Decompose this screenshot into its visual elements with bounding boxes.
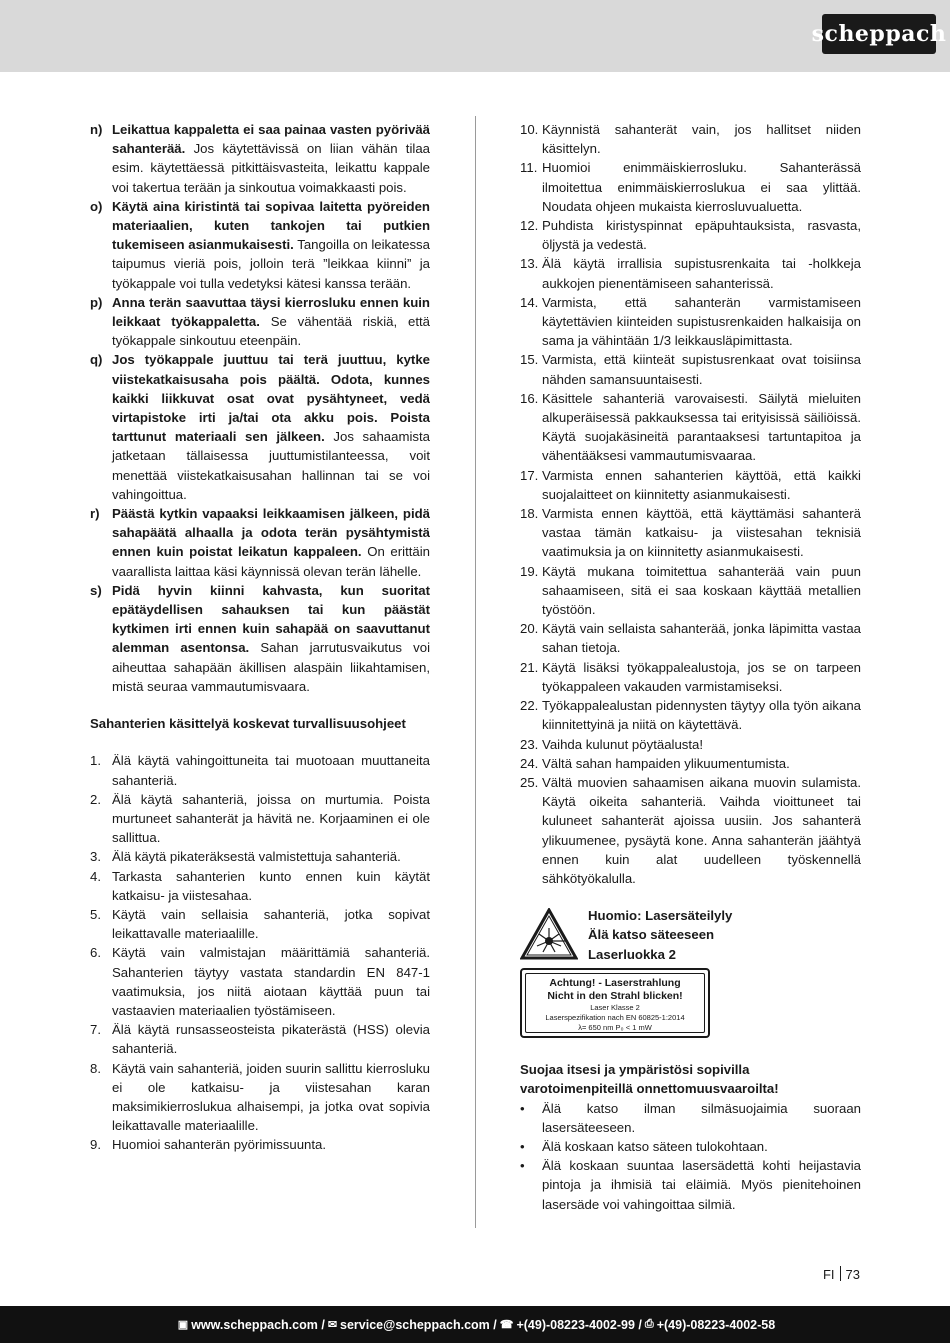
- item-text: Käytä vain valmistajan määrittämiä sahanteriä. Sahanterien täytyy vastata standardin EN 847-1 vaatimuksia, jos niitä aiotaan käyttää puun tai vastaavien materiaalien työstämiseen.: [112, 945, 430, 1018]
- item-number: 22.: [520, 698, 539, 714]
- item-label: s): [90, 582, 102, 598]
- list-item: [90, 943, 430, 1020]
- item-text: Käynnistä sahanterät vain, jos hallitset niiden käsittelyn.: [542, 122, 861, 157]
- page-lang: FI: [822, 1267, 835, 1282]
- list-item: [90, 847, 430, 866]
- item-label: p): [90, 294, 103, 310]
- list-item: [90, 905, 430, 943]
- item-text: Varmista, että kiinteät supistusrenkaat ovat toisiinsa nähden samansuuntaisesti.: [542, 352, 861, 387]
- list-item: [90, 1135, 430, 1154]
- list-item: [520, 735, 861, 754]
- item-label: r): [90, 506, 100, 522]
- item-text: Käytä vain sellaisia sahanteriä, jotka sopivat leikattavalle materiaalille.: [112, 906, 430, 942]
- item-number: 15.: [520, 352, 539, 368]
- item-number: 20.: [520, 621, 539, 637]
- list-item: [520, 504, 861, 562]
- item-number: 2.: [90, 791, 101, 807]
- item-text: [112, 120, 430, 197]
- page-number: [823, 1266, 860, 1282]
- list-item: [520, 562, 861, 620]
- laser-line-2: Älä katso säteeseen: [588, 927, 715, 943]
- list-item: [90, 867, 430, 905]
- section-heading: Sahanterien käsittelyä koskevat turvallisuusohjeet: [90, 716, 406, 732]
- list-item: [520, 293, 861, 351]
- laser-caption: [588, 906, 732, 964]
- laser-line-3: Laserluokka 2: [588, 946, 676, 962]
- footer-phone: +(49)-08223-4002-99 /: [516, 1317, 642, 1332]
- laser-label-plate: [520, 968, 710, 1038]
- item-text: Huomioi enimmäiskierrosluku. Sahanterässä ilmoitettua enimmäiskierroslukua ei saa ylittää. Noudata ohjeen mukaista kierrosluvualuetta.: [542, 160, 861, 214]
- laser-plate-line-3: Laser Klasse 2: [590, 1003, 640, 1013]
- list-item: [520, 389, 861, 466]
- item-label: q): [90, 352, 103, 368]
- right-column: [520, 120, 861, 1214]
- item-body-text: Sahan jarrutusvaikutus voi aiheuttaa sahapään äkillisen alaspäin liikahtamisen, mistä seuraa vammautumisvaara.: [112, 640, 430, 694]
- bullet-dot-icon: •: [520, 1138, 525, 1154]
- item-bold-text: Käytä aina kiristintä tai sopivaa laitetta pyöreiden materiaalien, kuten tankojen tai putkien tukemiseen asianmukaisesti.: [112, 198, 430, 253]
- item-bold-text: Anna terän saavuttaa täysi kierrosluku ennen kuin leikkaat työkappaletta.: [112, 294, 430, 330]
- item-text: Varmista ennen sahanterien käyttöä, että kaikki suojalaitteet on kiinnitetty asianmukaisesti.: [542, 467, 861, 502]
- item-text: Älä käytä runsasseosteista pikaterästä (HSS) olevia sahanteriä.: [112, 1022, 430, 1057]
- footer-mail[interactable]: service@scheppach.com /: [340, 1317, 497, 1332]
- brand-logo: scheppach: [822, 14, 936, 54]
- item-text: Huomioi sahanterän pyörimissuunta.: [112, 1137, 327, 1153]
- list-item: [90, 1020, 430, 1058]
- bullet-dot-icon: •: [520, 1100, 525, 1116]
- footer-fax: +(49)-08223-4002-58: [656, 1317, 776, 1332]
- laser-plate-line-2: Nicht in den Strahl blicken!: [547, 990, 683, 1003]
- item-number: 18.: [520, 506, 539, 522]
- item-label: n): [90, 122, 103, 137]
- item-number: 13.: [520, 256, 539, 272]
- item-text: [112, 581, 430, 696]
- item-text: [112, 350, 430, 504]
- item-text: Käytä lisäksi työkappalealustoja, jos se on tarpeen työkappaleen vakauden varmistamiseksi.: [542, 659, 861, 694]
- bullet-item: [520, 1099, 861, 1137]
- item-number: 1.: [90, 753, 101, 769]
- item-text: Käytä vain sellaista sahanterää, jonka läpimitta vastaa sahan tietoja.: [542, 621, 861, 656]
- item-body-text: Tangoilla on leikatessa taipumus vieriä pois, jolloin terä ”leikkaa kiinni” ja työkappale voi tulla vedetyksi kätesi kanssa terään.: [112, 237, 430, 291]
- bullet-text: Älä katso ilman silmäsuojaimia suoraan lasersäteeseen.: [542, 1100, 861, 1135]
- item-body-text: Se vähentää riskiä, että työkappale sinkoutuu eteenpäin.: [112, 314, 430, 349]
- item-number: 23.: [520, 736, 539, 752]
- item-text: Käytä vain sahanteriä, joiden suurin sallittu kierrosluku ei ole katkaisu- ja viistesahan karan maksimikierroslukua alhaisempi, ja jotka ovat sopivia leikattavalle materiaalille.: [112, 1060, 430, 1134]
- list-item: [90, 197, 430, 293]
- item-text: Älä käytä vahingoittuneita tai muotoaan muuttaneita sahanteriä.: [112, 753, 430, 788]
- list-item: [90, 1059, 430, 1136]
- laser-line-1: Huomio: Lasersäteilyly: [588, 908, 733, 924]
- item-bold-text: Jos työkappale juuttuu tai terä juuttuu, kytke viistekatkaisusaha pois päältä. Odota, kunnes kaikki liikkuvat osat ovat pysähtyneet, vedä virtapistoke irti ja/tai ota akku pois. Poista tarttunut materiaali sen jälkeen.: [112, 352, 430, 445]
- list-item: [520, 350, 861, 388]
- item-text: Älä käytä pikateräksestä valmistettuja sahanteriä.: [112, 849, 401, 865]
- list-item: [90, 350, 430, 504]
- laser-warning-icon: [520, 908, 578, 960]
- item-bold-text: Pidä hyvin kiinni kahvasta, kun suoritat epätäydellisen sahauksen tai kun päästät kytkimen irti ennen kuin sahapää on saavuttanut alemman asentonsa.: [112, 582, 430, 656]
- item-text: [112, 197, 430, 293]
- list-item: [520, 254, 861, 292]
- column-divider: [475, 116, 476, 1228]
- item-number: 12.: [520, 218, 539, 234]
- laser-plate-line-5: λ= 650 nm P₀ < 1 mW: [578, 1023, 652, 1033]
- list-item: [90, 120, 430, 197]
- bullet-item: [520, 1156, 861, 1214]
- item-number: 25.: [520, 774, 539, 790]
- bullet-text: Älä koskaan suuntaa lasersädettä kohti heijastavia pintoja ja ihmisiä tai eläimiä. Myös pienitehoinen lasersäde voi vahingoittaa silmiä.: [542, 1158, 861, 1212]
- left-column: [90, 120, 430, 1155]
- list-item: [520, 216, 861, 254]
- item-number: 14.: [520, 294, 539, 310]
- item-label: o): [90, 198, 103, 214]
- item-text: [112, 504, 430, 581]
- item-number: 4.: [90, 868, 101, 884]
- item-number: 21.: [520, 659, 539, 675]
- item-number: 19.: [520, 563, 539, 579]
- list-item: [520, 696, 861, 734]
- bullet-dot-icon: •: [520, 1158, 525, 1174]
- item-text: Tarkasta sahanterien kunto ennen kuin käytät katkaisu- ja viistesahaa.: [112, 868, 430, 903]
- list-item: [520, 658, 861, 696]
- list-item: [90, 790, 430, 848]
- item-text: Vältä muovien sahaamisen aikana muovin sulamista. Käytä oikeita sahanteriä. Vaihda vioittuneet tai kuluneet sahanterät ajoissa uusiin. Jos sahanterä ylikuumenee, pysäytä kone. Anna sahanterän jäähtyä ennen kuin alat uudelleen työskennellä sähkötyökalulla.: [542, 774, 861, 886]
- item-number: 16.: [520, 390, 539, 406]
- item-number: 10.: [520, 122, 539, 137]
- footer-web[interactable]: www.scheppach.com /: [191, 1317, 325, 1332]
- list-item: [520, 120, 861, 158]
- list-item: [520, 754, 861, 773]
- list-item: [90, 504, 430, 581]
- item-bold-text: Päästä kytkin vapaaksi leikkaamisen jälkeen, pidä sahapäätä alhaalla ja odota terän pysähtymistä ennen kuin poistat leikatun kappaleen.: [112, 506, 430, 560]
- item-text: Vältä sahan hampaiden ylikuumentumista.: [542, 755, 790, 771]
- laser-plate-line-4: Laserspezifikation nach EN 60825-1:2014: [545, 1013, 685, 1023]
- footer-bar: [0, 1306, 950, 1343]
- item-number: 8.: [90, 1060, 101, 1076]
- item-body-text: Jos käytettävissä on liian vähän tilaa esim. käytettäessä pitkittäisvasteita, leikattu kappale voi takertua terään ja sinkoutua voimakkaasti pois.: [112, 141, 430, 195]
- laser-plate-line-1: Achtung! - Laserstrahlung: [549, 977, 681, 990]
- item-number: 17.: [520, 467, 539, 483]
- item-text: Työkappalealustan pidennysten täytyy olla työn aikana kiinnitettyinä ja niitä on käytettävä.: [542, 698, 861, 733]
- item-number: 6.: [90, 945, 101, 961]
- item-number: 24.: [520, 755, 539, 771]
- monitor-icon: ▣: [177, 1319, 189, 1331]
- item-text: Älä käytä irrallisia supistusrenkaita tai -holkkeja aukkojen pienentämiseen sahanterissä.: [542, 256, 861, 291]
- item-text: [112, 293, 430, 351]
- item-text: Varmista, että sahanterän varmistamiseen käytettävien kiinteiden supistusrenkaiden halkaisija on sama ja vähintään 1/3 leikkausläpimittasta.: [542, 294, 861, 349]
- list-item: [520, 773, 861, 888]
- phone-icon: ☎: [499, 1319, 514, 1331]
- list-item: [520, 466, 861, 504]
- item-number: 3.: [90, 849, 101, 865]
- list-item: [90, 293, 430, 351]
- item-text: Älä käytä sahanteriä, joissa on murtumia. Poista murtuneet sahanterät ja hävitä ne. Korjaaminen ei ole sallittua.: [112, 791, 430, 846]
- laser-warning: [520, 906, 861, 1056]
- bullet-text: Älä koskaan katso säteen tulokohtaan.: [542, 1138, 768, 1154]
- item-number: 7.: [90, 1022, 101, 1038]
- item-text: Vaihda kulunut pöytäalusta!: [542, 736, 704, 752]
- item-body-text: Jos sahaamista jatketaan tällaisessa juuttumistilanteessa, voit menettää viistekatkaisusahan hallinnan tai se voi vahingoittua.: [112, 429, 430, 502]
- protect-heading: Suojaa itsesi ja ympäristösi sopivilla varotoimenpiteillä onnettomuusvaaroilta!: [520, 1062, 779, 1097]
- fax-icon: ⎙: [644, 1318, 654, 1330]
- item-number: 5.: [90, 906, 101, 922]
- item-text: Käsittele sahanteriä varovaisesti. Säilytä mieluiten alkuperäisessä pakkauksessa tai erityisissä säiliöissä. Käytä suojakäsineitä parantaaksesi tartuntapitoa ja vähentääksesi vammautumisvaaraa.: [542, 390, 861, 464]
- item-number: 11.: [520, 160, 538, 176]
- list-item: [90, 581, 430, 696]
- list-item: [90, 751, 430, 789]
- item-body-text: On erittäin vaarallista laittaa käsi käynnissä olevan terän lähelle.: [112, 544, 430, 579]
- bullet-item: [520, 1137, 861, 1156]
- item-number: 9.: [90, 1137, 101, 1153]
- header-bar: [0, 0, 950, 72]
- item-text: Puhdista kiristyspinnat epäpuhtauksista, rasvasta, öljystä ja vedestä.: [542, 218, 861, 253]
- item-bold-text: Leikattua kappaletta ei saa painaa vasten pyörivää sahanterää.: [112, 122, 430, 157]
- page-num: 73: [845, 1267, 860, 1282]
- list-item: [520, 619, 861, 657]
- mail-icon: ✉: [327, 1319, 338, 1331]
- list-item: [520, 158, 861, 216]
- item-text: Käytä mukana toimitettua sahanterää vain puun sahaamiseen, sitä ei saa koskaan käyttää metallien työstöön.: [542, 563, 861, 618]
- item-text: Varmista ennen käyttöä, että käyttämäsi sahanterä vastaa tämän katkaisu- ja viistesahan teknisiä vaatimuksia ja on kiinnitetty asianmukaisesti.: [542, 506, 861, 560]
